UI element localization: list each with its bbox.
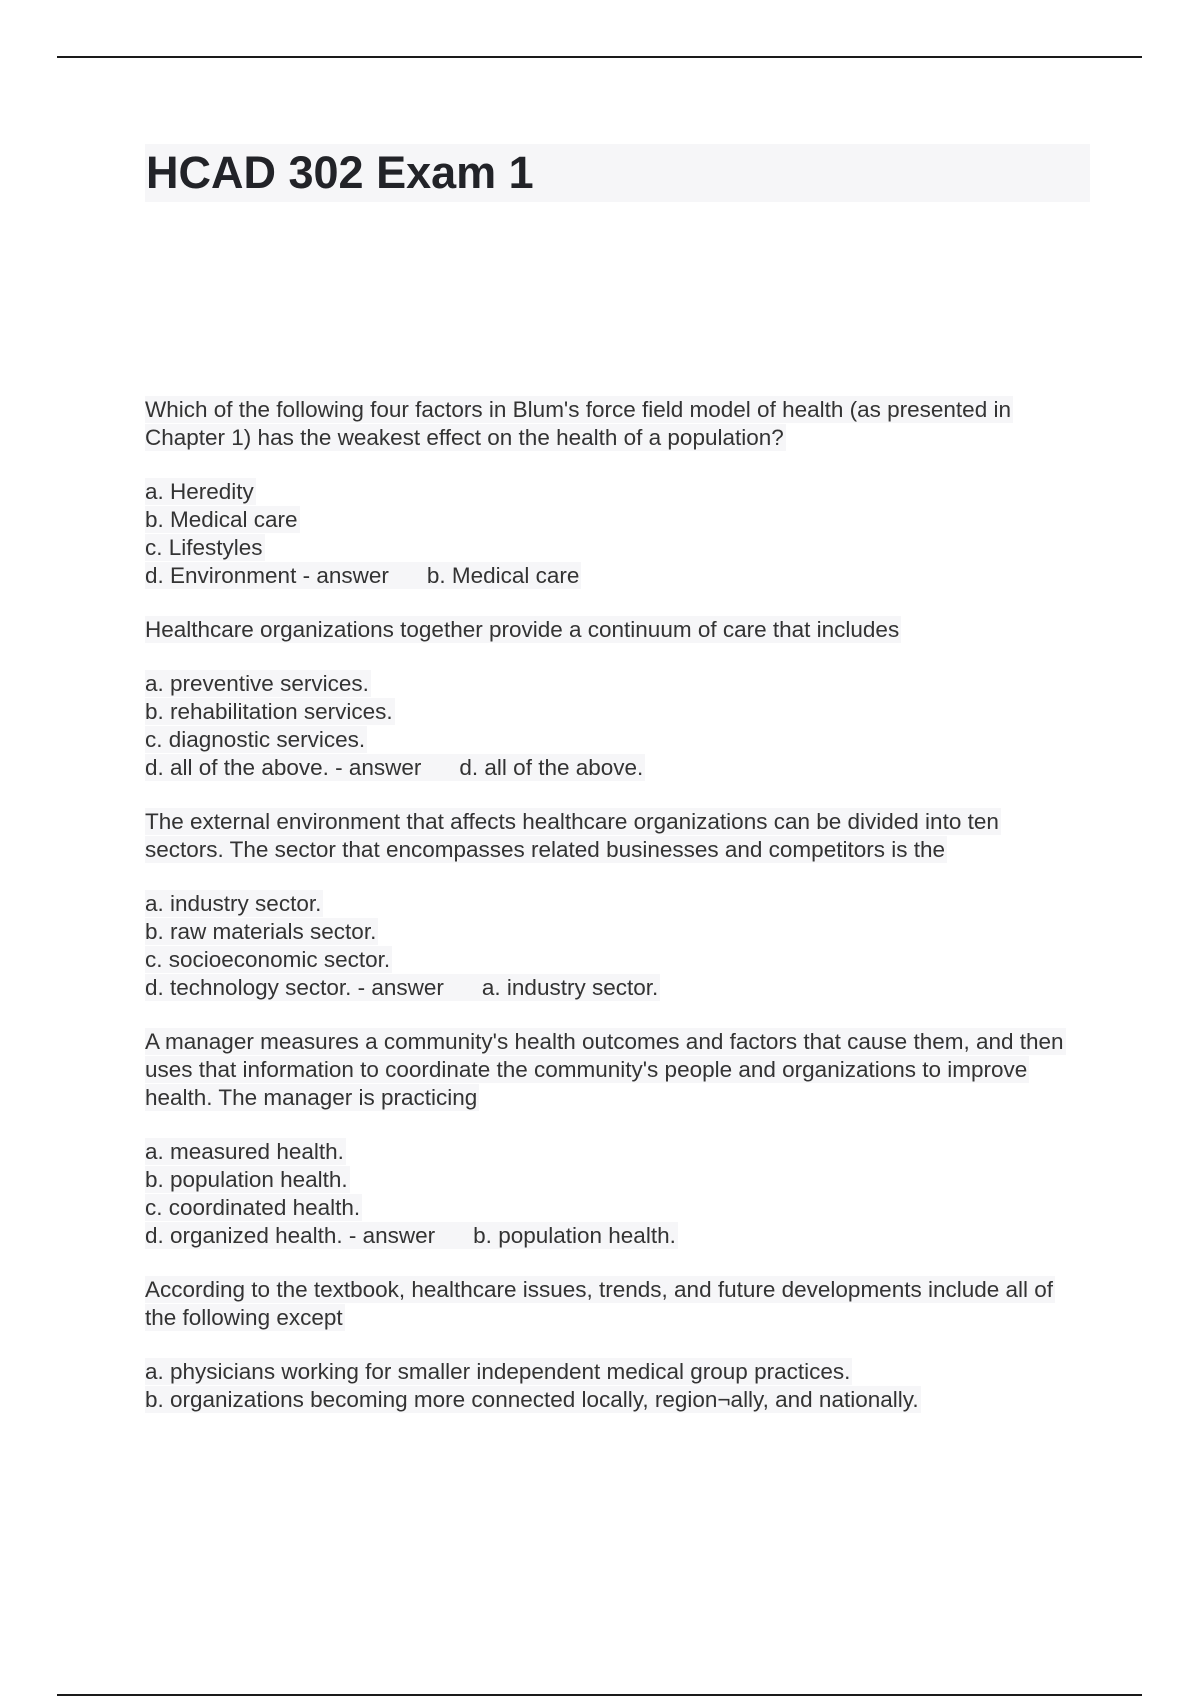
option-c: c. diagnostic services. [145, 727, 366, 752]
question-4 [145, 1028, 1105, 1250]
option-a: a. industry sector. [145, 891, 322, 916]
option-d-with-answer: d. Environment - answer b. Medical care [145, 563, 580, 588]
option-b: b. population health. [145, 1167, 348, 1192]
question-2 [145, 616, 1105, 782]
option-b: b. rehabilitation services. [145, 699, 393, 724]
answer-text: b. population health. [473, 1223, 676, 1248]
option-b: b. Medical care [145, 507, 298, 532]
bottom-rule [57, 1694, 1142, 1696]
option-a: a. preventive services. [145, 671, 369, 696]
question-1 [145, 396, 1105, 590]
option-a: a. Heredity [145, 479, 254, 504]
question-prompt: A manager measures a community's health outcomes and factors that cause them, and then uses that information to coordinate the community's people and organizations to improve health. The manager is practicing [145, 1029, 1064, 1110]
answer-text: d. all of the above. [459, 755, 644, 780]
question-prompt: The external environment that affects healthcare organizations can be divided into ten sectors. The sector that encompasses related businesses and competitors is the [145, 809, 999, 862]
option-b: b. organizations becoming more connected locally, region¬ally, and nationally. [145, 1387, 919, 1412]
option-b: b. raw materials sector. [145, 919, 377, 944]
question-prompt: Which of the following four factors in Blum's force field model of health (as presented in Chapter 1) has the weakest effect on the health of a population? [145, 397, 1011, 450]
option-d-with-answer: d. all of the above. - answer d. all of the above. [145, 755, 644, 780]
option-a: a. physicians working for smaller independent medical group practices. [145, 1359, 851, 1384]
page-title: HCAD 302 Exam 1 [146, 147, 534, 198]
option-a: a. measured health. [145, 1139, 344, 1164]
top-rule [57, 56, 1142, 58]
question-prompt: According to the textbook, healthcare issues, trends, and future developments include all of the following except [145, 1277, 1054, 1330]
question-5 [145, 1276, 1105, 1414]
option-c: c. socioeconomic sector. [145, 947, 391, 972]
option-d-with-answer: d. technology sector. - answer a. industry sector. [145, 975, 659, 1000]
question-3 [145, 808, 1105, 1002]
question-prompt: Healthcare organizations together provide a continuum of care that includes [145, 617, 900, 642]
question-list [145, 396, 1105, 1440]
answer-text: a. industry sector. [481, 975, 659, 1000]
option-d-with-answer: d. organized health. - answer b. population health. [145, 1223, 676, 1248]
option-c: c. Lifestyles [145, 535, 263, 560]
answer-text: b. Medical care [426, 563, 580, 588]
option-c: c. coordinated health. [145, 1195, 361, 1220]
